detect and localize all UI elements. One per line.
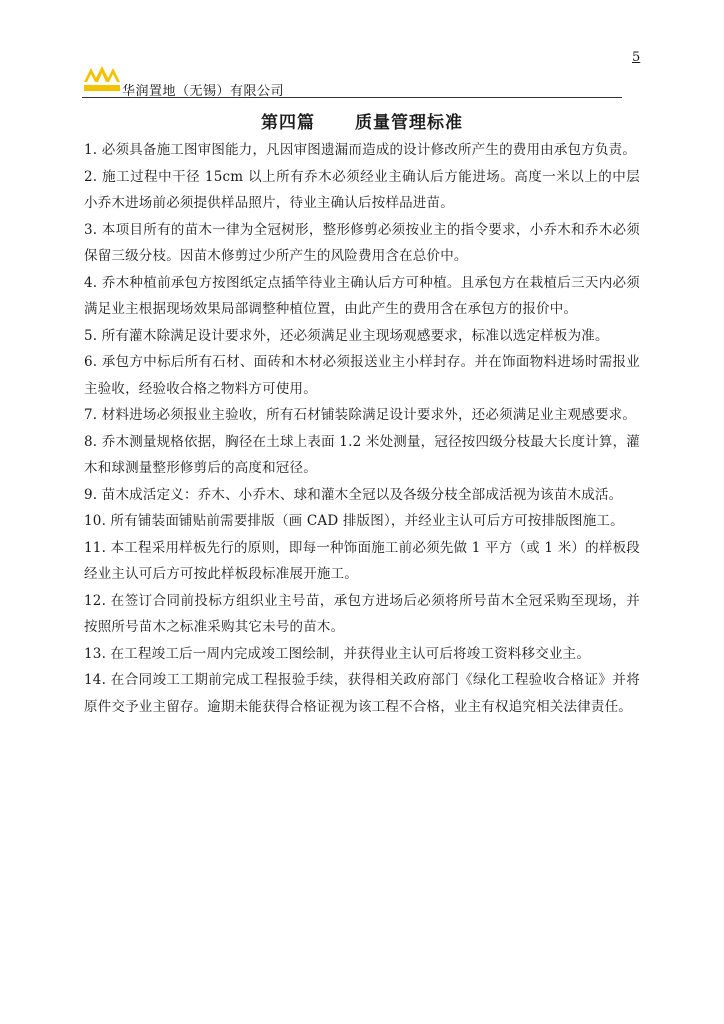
list-item: 14. 在合同竣工工期前完成工程报验手续，获得相关政府部门《绿化工程验收合格证》并将原件交予业主留存。逾期未能获得合格证视为该工程不合格，业主有权追究相关法律责任。 xyxy=(84,672,640,715)
list-item: 5. 所有灌木除满足设计要求外，还必须满足业主现场观感要求，标准以选定样板为准。 xyxy=(84,327,609,344)
page-number: 5 xyxy=(632,50,641,65)
company-name: 华润置地（无锡）有限公司 xyxy=(122,84,285,99)
list-item: 3. 本项目所有的苗木一律为全冠树形，整形修剪必须按业主的指令要求，小乔木和乔木必须保留三级分枝。因苗木修剪过少所产生的风险费用含在总价中。 xyxy=(84,221,640,264)
company-logo-icon xyxy=(82,58,122,94)
list-item: 11. 本工程采用样板先行的原则，即每一种饰面施工前必须先做 1 平方（或 1 米）的样板段经业主认可后方可按此样板段标准展开施工。 xyxy=(84,539,640,582)
standards-list xyxy=(84,137,640,720)
list-item: 12. 在签订合同前投标方组织业主号苗，承包方进场后必须将所号苗木全冠采购至现场，并按照所号苗木之标准采购其它未号的苗木。 xyxy=(84,592,640,635)
list-item: 10. 所有铺装面铺贴前需要排版（画 CAD 排版图），并经业主认可后方可按排版图施工。 xyxy=(84,513,624,529)
list-item: 7. 材料进场必须报业主验收，所有石材铺装除满足设计要求外，还必须满足业主观感要求。 xyxy=(84,407,637,423)
list-item: 2. 施工过程中干径 15cm 以上所有乔木必须经业主确认后方能进场。高度一米以上的中层小乔木进场前必须提供样品照片，待业主确认后按样品进苗。 xyxy=(84,168,640,211)
list-item: 9. 苗木成活定义：乔木、小乔木、球和灌木全冠以及各级分枝全部成活视为该苗木成活。 xyxy=(84,486,623,503)
list-item: 13. 在工程竣工后一周内完成竣工图绘制，并获得业主认可后将竣工资料移交业主。 xyxy=(84,645,591,662)
list-item: 6. 承包方中标后所有石材、面砖和木材必须报送业主小样封存。并在饰面物料进场时需报业主验收，经验收合格之物料方可使用。 xyxy=(84,354,640,397)
list-item: 1. 必须具备施工图审图能力，凡因审图遗漏而造成的设计修改所产生的费用由承包方负责。 xyxy=(84,142,637,158)
section-title xyxy=(0,108,724,133)
page-header xyxy=(82,58,622,98)
section-part: 第四篇 xyxy=(261,113,315,133)
list-item: 4. 乔木种植前承包方按图纸定点插竿待业主确认后方可种植。且承包方在栽植后三天内必须满足业主根据现场效果局部调整种植位置，由此产生的费用含在承包方的报价中。 xyxy=(84,274,640,317)
header-divider xyxy=(82,97,622,98)
section-name: 质量管理标准 xyxy=(355,113,463,133)
list-item: 8. 乔木测量规格依据，胸径在土球上表面 1.2 米处测量，冠径按四级分枝最大长度计算，灌木和球测量整形修剪后的高度和冠径。 xyxy=(84,433,640,476)
